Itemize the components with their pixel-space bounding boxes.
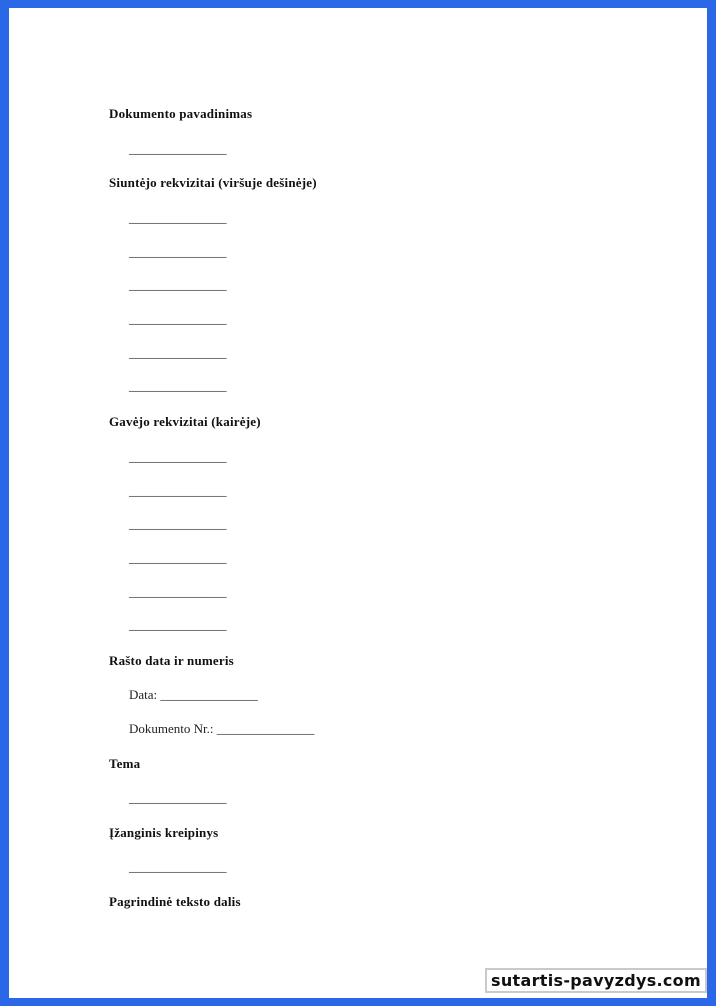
blank-line: _______________ [129, 584, 227, 599]
heading-recipient-details: Gavėjo rekvizitai (kairėje) [109, 414, 261, 429]
blank-line: _______________ [129, 550, 227, 565]
site-watermark-text: sutartis-pavyzdys.com [491, 971, 701, 990]
site-watermark[interactable] [485, 968, 707, 993]
blank-line: _______________ [129, 378, 227, 393]
blank-line: _______________ [129, 617, 227, 632]
heading-sender-details: Siuntėjo rekvizitai (viršuje dešinėje) [109, 175, 317, 190]
blank-line: _______________ [129, 345, 227, 360]
blank-line: _______________ [129, 277, 227, 292]
blank-line: _______________ [129, 483, 227, 498]
date-field [129, 687, 258, 703]
heading-main-body: Pagrindinė teksto dalis [109, 894, 241, 909]
blank-line: _______________ [129, 449, 227, 464]
heading-document-title: Dokumento pavadinimas [109, 106, 253, 121]
heading-date-number: Rašto data ir numeris [109, 653, 234, 668]
blank-line: _______________ [129, 790, 227, 805]
heading-salutation: Įžanginis kreipinys [109, 825, 219, 840]
document-page [9, 8, 707, 998]
blank-line: _______________ [129, 210, 227, 225]
blank-line: _______________ [129, 859, 227, 874]
blank-line: _______________ [129, 516, 227, 531]
blank-line: _______________ [129, 141, 227, 156]
date-blank: _______________ [160, 687, 258, 702]
blank-line: _______________ [129, 311, 227, 326]
document-number-label: Dokumento Nr.: [129, 721, 214, 736]
date-label: Data: [129, 687, 158, 702]
document-number-blank: _______________ [216, 721, 315, 736]
blank-line: _______________ [129, 244, 227, 259]
document-number-field [129, 721, 314, 737]
heading-subject: Tema [109, 756, 141, 771]
